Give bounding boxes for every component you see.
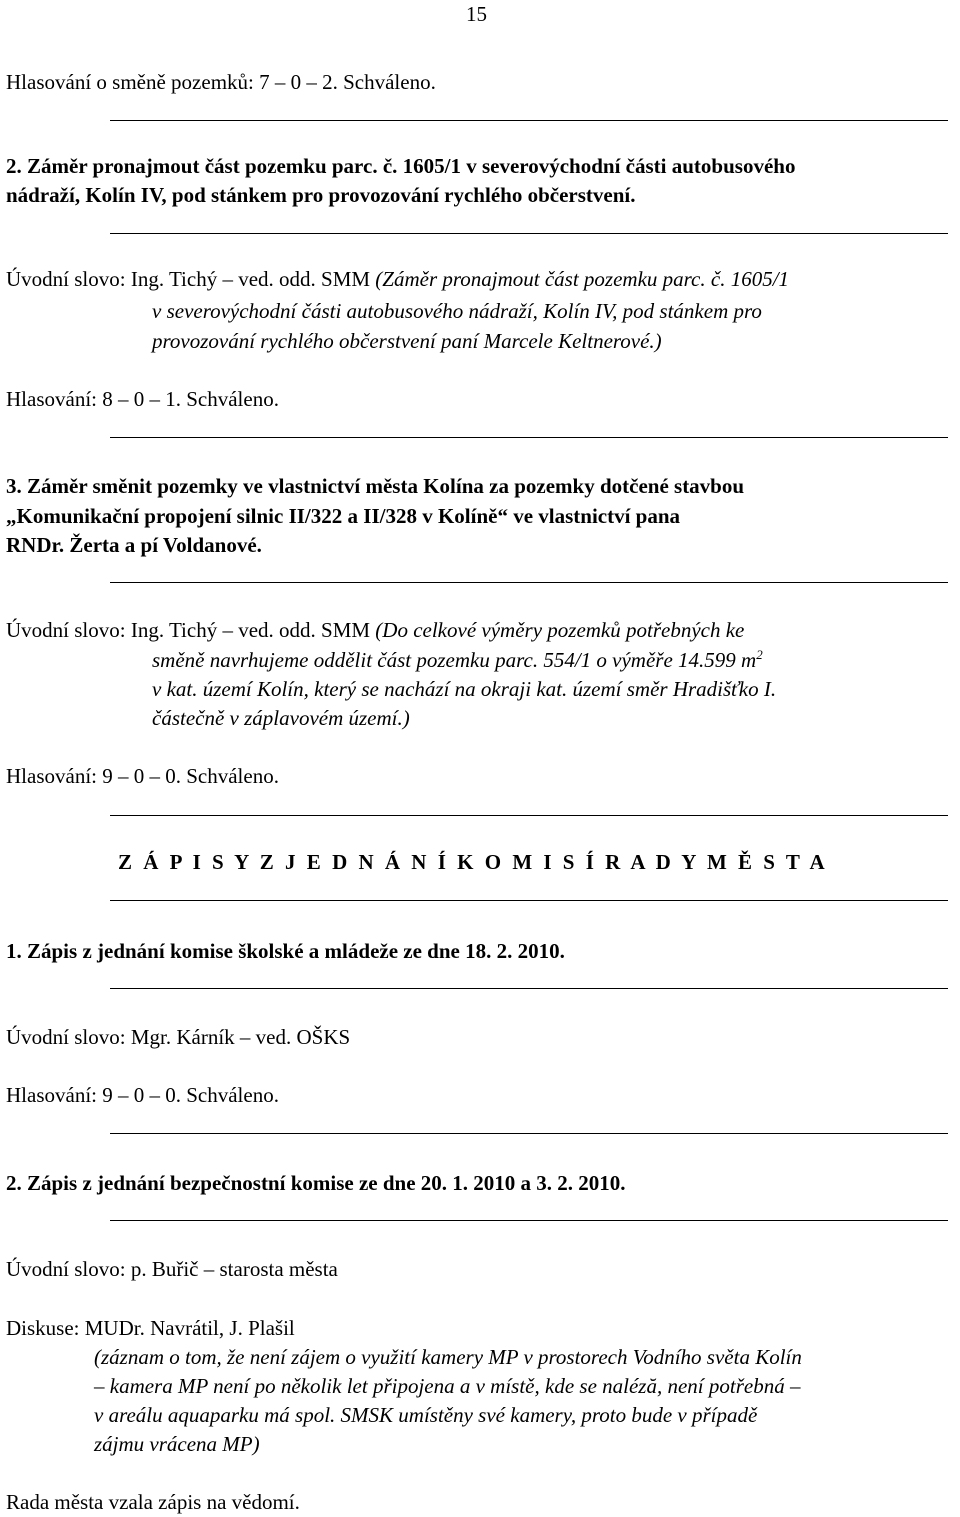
item3-title-line1: 3. Záměr směnit pozemky ve vlastnictví města Kolína za pozemky dotčené stavbou <box>6 474 745 498</box>
item2-intro <box>6 267 789 291</box>
divider <box>110 1133 948 1134</box>
item3-title-line3: RNDr. Žerta a pí Voldanové. <box>6 533 262 557</box>
intro-label: Úvodní slovo: Ing. Tichý – ved. odd. SMM <box>6 618 376 642</box>
item3-title-line2: „Komunikační propojení silnic II/322 a II/328 v Kolíně“ ve vlastnictví pana <box>6 504 681 528</box>
item2-title-line2: nádraží, Kolín IV, pod stánkem pro provozování rychlého občerstvení. <box>6 183 636 207</box>
item2-intro-note-line3: provozování rychlého občerstvení paní Marcele Keltnerové.) <box>152 329 662 353</box>
z2-discussion-line3: v areálu aquaparku má spol. SMSK umístěny své kamery, proto bude v případě <box>94 1403 758 1427</box>
z2-title: 2. Zápis z jednání bezpečnostní komise ze dne 20. 1. 2010 a 3. 2. 2010. <box>6 1171 626 1195</box>
divider <box>110 900 948 901</box>
z2-discussion-line1: (záznam o tom, že není zájem o využití kamery MP v prostorech Vodního světa Kolín <box>94 1345 802 1369</box>
superscript: 2 <box>756 647 763 662</box>
item2-intro-note-line2: v severovýchodní části autobusového nádraží, Kolín IV, pod stánkem pro <box>152 299 762 323</box>
intro-note: (Záměr pronajmout část pozemku parc. č. 1605/1 <box>375 267 790 291</box>
item3-intro-note-line3: v kat. území Kolín, který se nachází na okraji kat. území směr Hradišťko I. <box>152 677 777 701</box>
item2-title-line1: 2. Záměr pronajmout část pozemku parc. č. 1605/1 v severovýchodní části autobusového <box>6 154 796 178</box>
item3-intro-note-line4: částečně v záplavovém území.) <box>152 706 410 730</box>
divider <box>110 120 948 121</box>
z1-vote: Hlasování: 9 – 0 – 0. Schváleno. <box>6 1083 279 1107</box>
page-number: 15 <box>466 2 487 26</box>
item3-intro <box>6 618 744 642</box>
divider <box>110 988 948 989</box>
divider <box>110 815 948 816</box>
item2-vote: Hlasování: 8 – 0 – 1. Schváleno. <box>6 387 279 411</box>
divider <box>110 582 948 583</box>
z2-intro: Úvodní slovo: p. Buřič – starosta města <box>6 1257 338 1281</box>
z1-intro: Úvodní slovo: Mgr. Kárník – ved. OŠKS <box>6 1025 351 1049</box>
z2-discussion-line4: zájmu vrácena MP) <box>94 1432 260 1456</box>
z1-title: 1. Zápis z jednání komise školské a mládeže ze dne 18. 2. 2010. <box>6 939 565 963</box>
intro-note-text: směně navrhujeme oddělit část pozemku parc. 554/1 o výměře 14.599 m <box>152 648 757 672</box>
divider <box>110 1220 948 1221</box>
vote-land-exchange: Hlasování o směně pozemků: 7 – 0 – 2. Schváleno. <box>6 70 436 94</box>
z2-discussion-label: Diskuse: MUDr. Navrátil, J. Plašil <box>6 1316 295 1340</box>
z2-discussion-line2: – kamera MP není po několik let připojena a v místě, kde se naléză, není potřebná – <box>94 1374 801 1398</box>
z2-note: Rada města vzala zápis na vědomí. <box>6 1490 300 1514</box>
divider <box>110 233 948 234</box>
intro-note: (Do celkové výměry pozemků potřebných ke <box>375 618 745 642</box>
divider <box>110 437 948 438</box>
item3-vote: Hlasování: 9 – 0 – 0. Schváleno. <box>6 764 279 788</box>
section-heading: Z Á P I S Y Z J E D N Á N Í K O M I S Í R A D Y M Ě S T A <box>118 850 825 874</box>
intro-label: Úvodní slovo: Ing. Tichý – ved. odd. SMM <box>6 267 376 291</box>
item3-intro-note-line2 <box>152 648 763 672</box>
